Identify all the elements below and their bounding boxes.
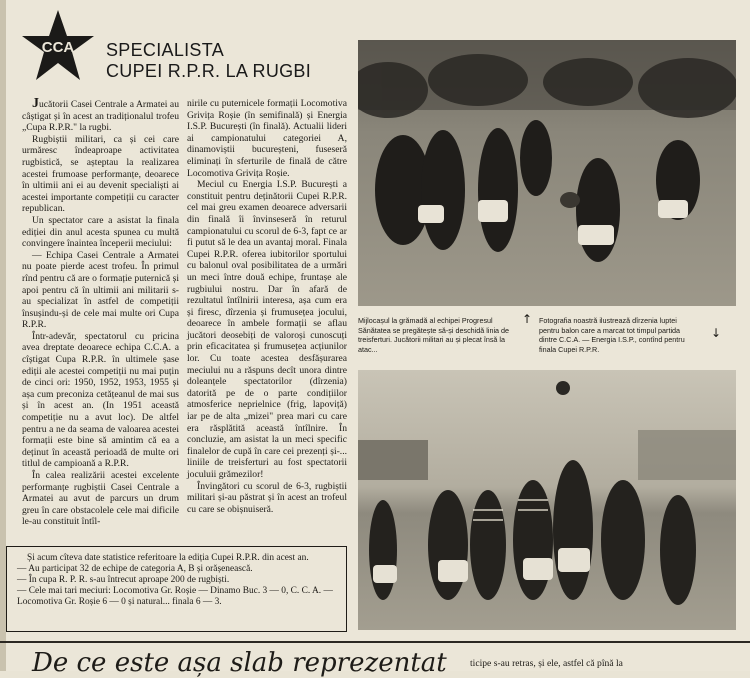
paragraph: Meciul cu Energia I.S.P. București a constituit pentru deținătorii Cupei R.P.R. cel mai greu examen deoarece adversarii din finală îi învinseseră în returul campionatului cu scorul de 6-3, fapt ce ar fi putut să le dea un avantaj moral. Finala Cupei R.P.R. oferea iubitorilor sportului cu balonul oval posibilitatea de a urmări un meci între două echipe, fruntașe ale rugbiului nostru. Dar în afară de rezultatul întîlnirii interesa, așa cum era și firesc, dîrzenia și frumusețea jocului, deoarece în ambele formații se aflau jucători deosebiți de valoroși cunoscuți prin eficacitatea și frumusețea acțiunilor lor. Cu toate acestea desfășurarea meciului nu a răspuns decît unora dintre doleanțele spectatorilor (dîrzenia) datorită pe de o parte condițiilor atmosferice neprielnice (frig, lapoviță) iar pe de alta „mizei" prea mari cu care era răsplătită această întîlnire. În concluzie, am asistat la un meci specific finalelor de cupă în care cei prezenți și-... liniile de treisferturi au fost spectatorii joculuii grămezilor! (187, 179, 347, 480)
article-column-1 (22, 98, 179, 528)
stats-line: Și acum cîteva date statistice referitoare la ediția Cupei R.P.R. din acest an. (27, 553, 309, 563)
article-headline (106, 40, 311, 82)
statistics-box (6, 546, 347, 632)
svg-text:CCA: CCA (41, 39, 75, 56)
stats-line: — În cupa R. P. R. s-au întrecut aproape 200 de rugbiști. (17, 575, 230, 585)
photo-lineout (358, 370, 736, 630)
cca-star-logo (20, 8, 96, 84)
stats-line: — Au participat 32 de echipe de categoria A, B și orășenească. (17, 564, 253, 574)
paragraph: nirile cu puternicele formații Locomotiva Grivița Roșie (în semifinală) și Energia I.S.P. București (în finală). Actualii lideri ai campionatului categoriei A, dinamoviștii bucureșteni, fuseseră eliminați în sferturile de finală de către Locomotiva Grivița Roșie. (187, 98, 347, 179)
headline-line-1: SPECIALISTA (106, 40, 225, 60)
next-article-text: ticipe s-au retras, și ele, astfel că pînă la (470, 658, 623, 669)
caption-photo-2: Fotografia noastră ilustrează dîrzenia luptei pentru balon care a marcat tot timpul partida dintre C.C.A. — Energia I.S.P., contînd pentru finala Cupei R.P.R. (539, 316, 685, 354)
arrow-down-icon: ↓ (711, 326, 722, 340)
caption-photo-1: Mijlocașul la grămadă al echipei Progresul Sănătatea se pregătește să-și deschidă linia de treisferturi. Jucătorii militari au și plecat însă la atac... (358, 316, 510, 354)
paragraph: Jucătorii Casei Centrale a Armatei au câștigat și în acest an tradiționalul trofeu „Cupa R.P.R." la rugbi. (22, 96, 179, 134)
section-divider (0, 641, 750, 643)
stats-line: — Cele mai tari meciuri: Locomotiva Gr. Roșie — Dinamo Buc. 3 — 0, C. C. A. — Locomotiva Gr. Roșie 6 — 0 și natural... finala 6 — 3. (17, 586, 333, 607)
paragraph: Un spectator care a asistat la finala ediției din anul acesta spunea cu multă convingere înaintea începerii meciului: (22, 214, 179, 250)
paragraph: Învingători cu scorul de 6-3, rugbiștii militari și-au păstrat și în acest an trofeul cu care se obișnuiseră. (187, 480, 347, 515)
photo-scrum-half (358, 40, 736, 306)
paragraph: Într-adevăr, spectatorul cu pricina avea dreptate deoarece echipa C.C.A. a cîștigat Cupa R.P.R. în ultimele șase ediții ale acestei competiții nu mai puțin de cinci ori: 1950, 1952, 1953, 1955 și așa cum preconiza cetățeanul de mai sus și în acest an. (In 1951 această competiție nu a avut loc). De altfel pentru a ne da seama de valoarea acestei formații este bine să amintim că ea a deținut în această perioadă de multe ori titlul de campioană a R.P.R. (22, 330, 179, 470)
drop-cap: J (32, 96, 39, 111)
arrow-up-icon: ↑ (522, 312, 533, 326)
paragraph: Rugbiștii militari, ca și cei care urmăresc îndeaproape activitatea rugbistică, se așteptau la realizarea acestei frumoase performanțe, deoarece în ultimii ani ei au devenit specialiști ai acestei importante competiții cu caracter republican. (22, 133, 179, 215)
headline-line-2: CUPEI R.P.R. LA RUGBI (106, 61, 312, 81)
article-column-2 (187, 98, 347, 515)
paragraph: În calea realizării acestei excelente performanțe rugbiștii Casei Centrale a Armatei au avut de parcurs un drum greu în care obstacolele cele mai dificile le-au constituit întîl- (22, 470, 179, 528)
paragraph: — Echipa Casei Centrale a Armatei nu poate pierde acest trofeu. În primul rînd pentru că are o formație puternică și apoi pentru că în ultimii ani militarii s-au specializat în astfel de competiții însușindu-și de cele mai multe ori Cupa R.P.R. (22, 249, 179, 331)
next-article-headline: De ce este așa slab reprezentat (32, 648, 447, 678)
